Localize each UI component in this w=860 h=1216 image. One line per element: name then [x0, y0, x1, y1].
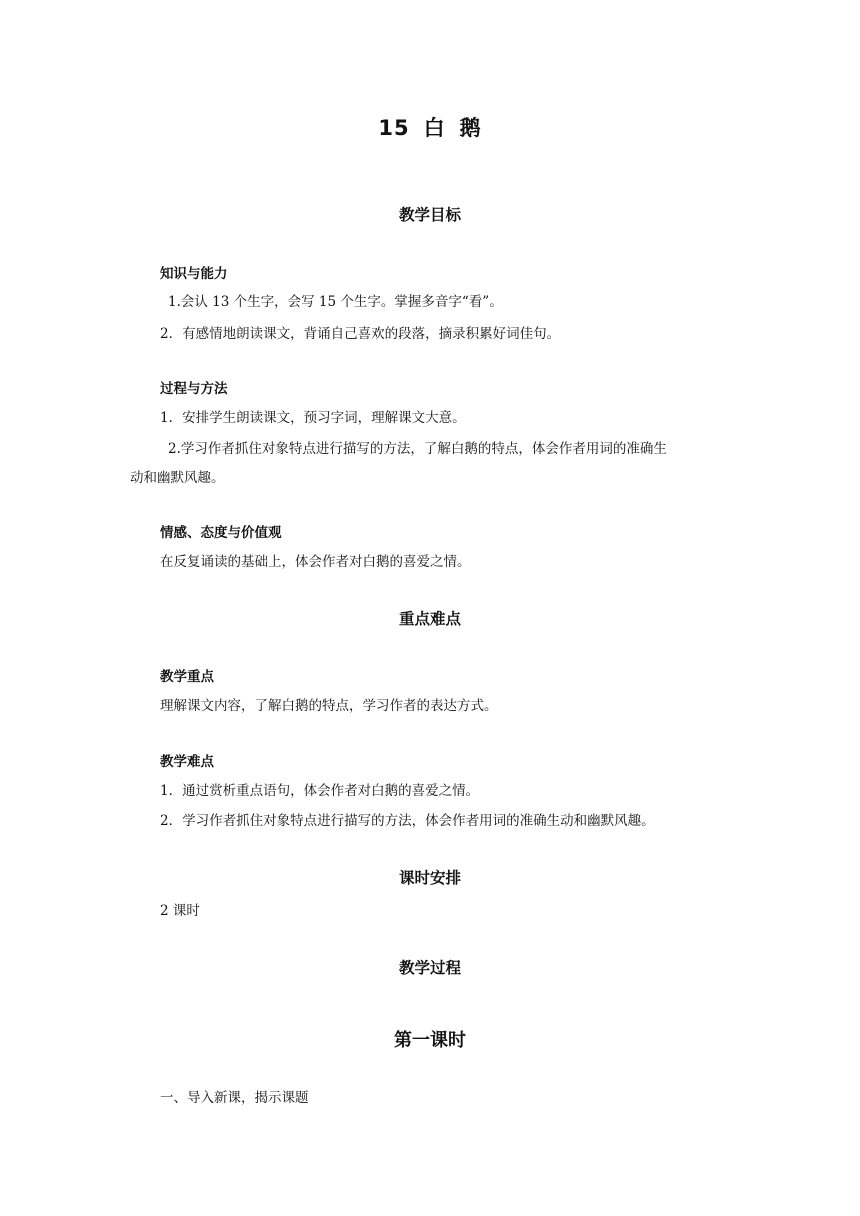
subheading-difficulty: 教学难点 — [160, 754, 214, 770]
knowledge-item-1: 1.会认 13 个生字，会写 15 个生字。掌握多音字“看”。 — [168, 294, 503, 310]
process-item-2-line-1: 2.学习作者抓住对象特点进行描写的方法，了解白鹅的特点，体会作者用词的准确生 — [168, 441, 667, 457]
title-char-1: 白 — [423, 116, 446, 140]
lesson1-step-1: 一、导入新课，揭示课题 — [160, 1090, 309, 1106]
subheading-focus: 教学重点 — [160, 669, 214, 685]
title-char-2: 鹅 — [459, 116, 482, 140]
process-item-1: 1．安排学生朗读课文，预习字词，理解课文大意。 — [160, 410, 466, 426]
subheading-emotion: 情感、态度与价值观 — [160, 525, 282, 541]
page-title — [0, 112, 860, 142]
section-heading-process: 教学过程 — [398, 959, 461, 977]
process-item-2-line-2: 动和幽默风趣。 — [130, 470, 225, 486]
emotion-item-1: 在反复诵读的基础上，体会作者对白鹅的喜爱之情。 — [160, 554, 471, 570]
section-heading-objectives: 教学目标 — [398, 206, 461, 224]
focus-item-1: 理解课文内容，了解白鹅的特点，学习作者的表达方式。 — [160, 698, 498, 714]
section-heading-key-points: 重点难点 — [398, 610, 461, 628]
lesson-heading-first: 第一课时 — [394, 1030, 466, 1051]
knowledge-item-2: 2．有感情地朗读课文，背诵自己喜欢的段落，摘录积累好词佳句。 — [160, 326, 561, 342]
section-heading-schedule: 课时安排 — [398, 869, 461, 887]
subheading-process: 过程与方法 — [160, 381, 228, 397]
subheading-knowledge: 知识与能力 — [160, 266, 228, 282]
title-number: 15 — [378, 116, 410, 140]
difficulty-item-1: 1．通过赏析重点语句，体会作者对白鹅的喜爱之情。 — [160, 783, 480, 799]
difficulty-item-2: 2．学习作者抓住对象特点进行描写的方法，体会作者用词的准确生动和幽默风趣。 — [160, 813, 655, 829]
schedule-text: 2 课时 — [160, 903, 200, 919]
